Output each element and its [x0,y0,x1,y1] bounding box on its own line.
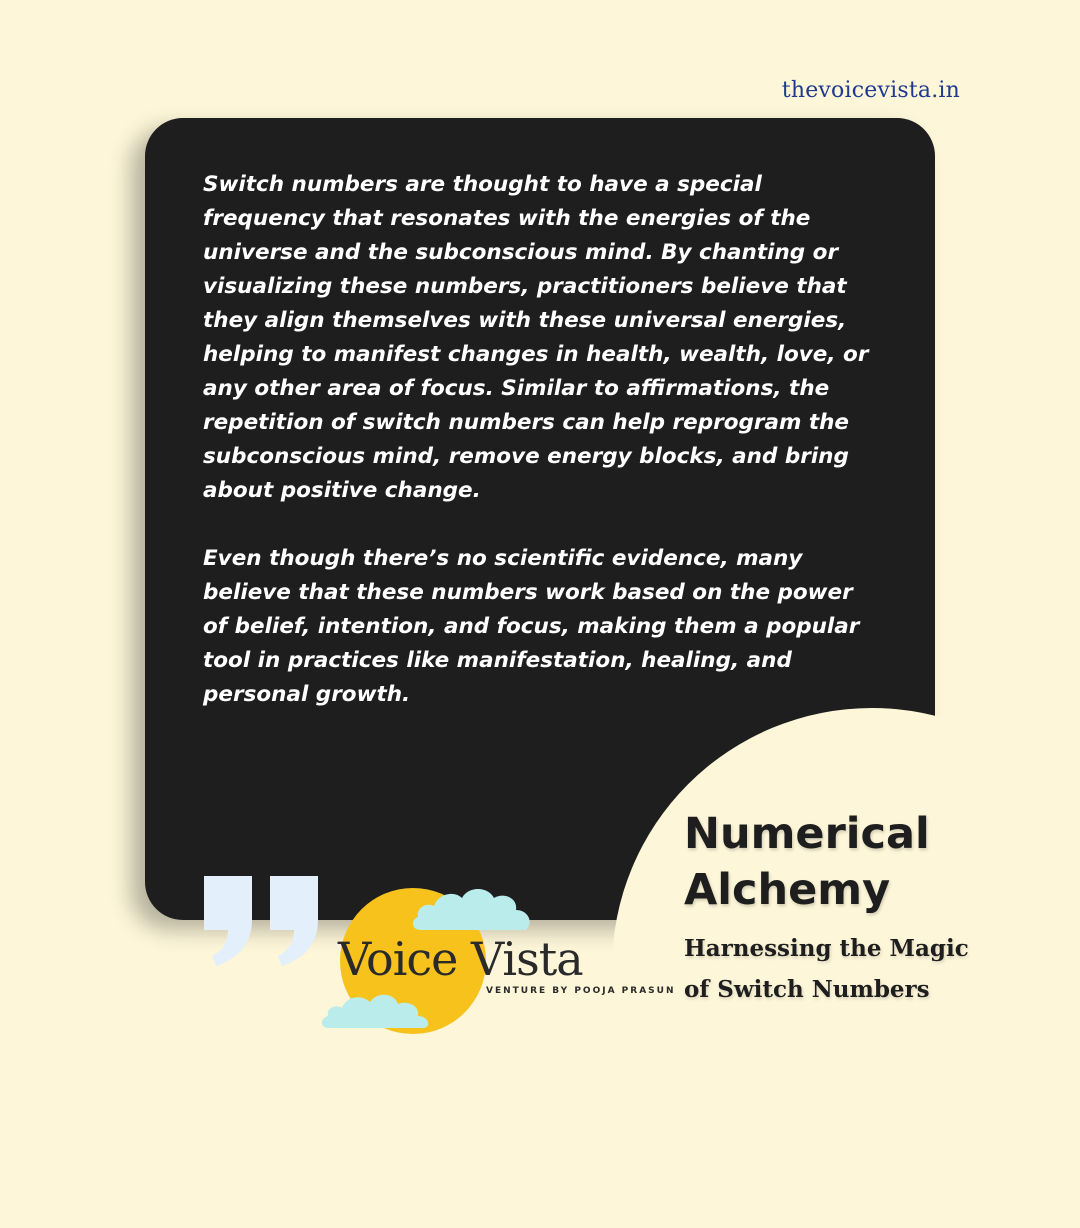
subtitle-line-1: Harnessing the Magic [684,935,969,962]
title-line-1: Numerical [684,809,930,859]
card-text [203,168,883,712]
voicevista-logo [318,880,676,1040]
cloud-icon [320,988,432,1036]
title-line-2: Alchemy [684,865,891,915]
logo-tagline: VENTURE BY POOJA PRASUN [486,986,676,996]
paragraph-2: Even though there’s no scientific evidence, many believe that these numbers work based on the power of belief, intention, and focus, making them a popular tool in practices like manifestation, healing, and personal growth. [203,546,860,707]
logo-name-voice: Voice [338,932,458,986]
site-url[interactable]: thevoicevista.in [781,78,960,103]
logo-name [338,932,583,986]
closing-quote-icon [200,872,322,968]
paragraph-1: Switch numbers are thought to have a special frequency that resonates with the energies of the universe and the subconscious mind. By chanting or visualizing these numbers, practitioners believe that they align themselves with these universal energies, helping to manifest changes in health, wealth, love, or any other area of focus. Similar to affirmations, the repetition of switch numbers can help reprogram the subconscious mind, remove energy blocks, and bring about positive change. [203,172,869,503]
subtitle-line-2: of Switch Numbers [684,976,930,1003]
page-subtitle [684,928,1064,1010]
cloud-icon [410,882,540,938]
page-title [684,806,1064,918]
logo-name-vista: Vista [471,932,583,986]
